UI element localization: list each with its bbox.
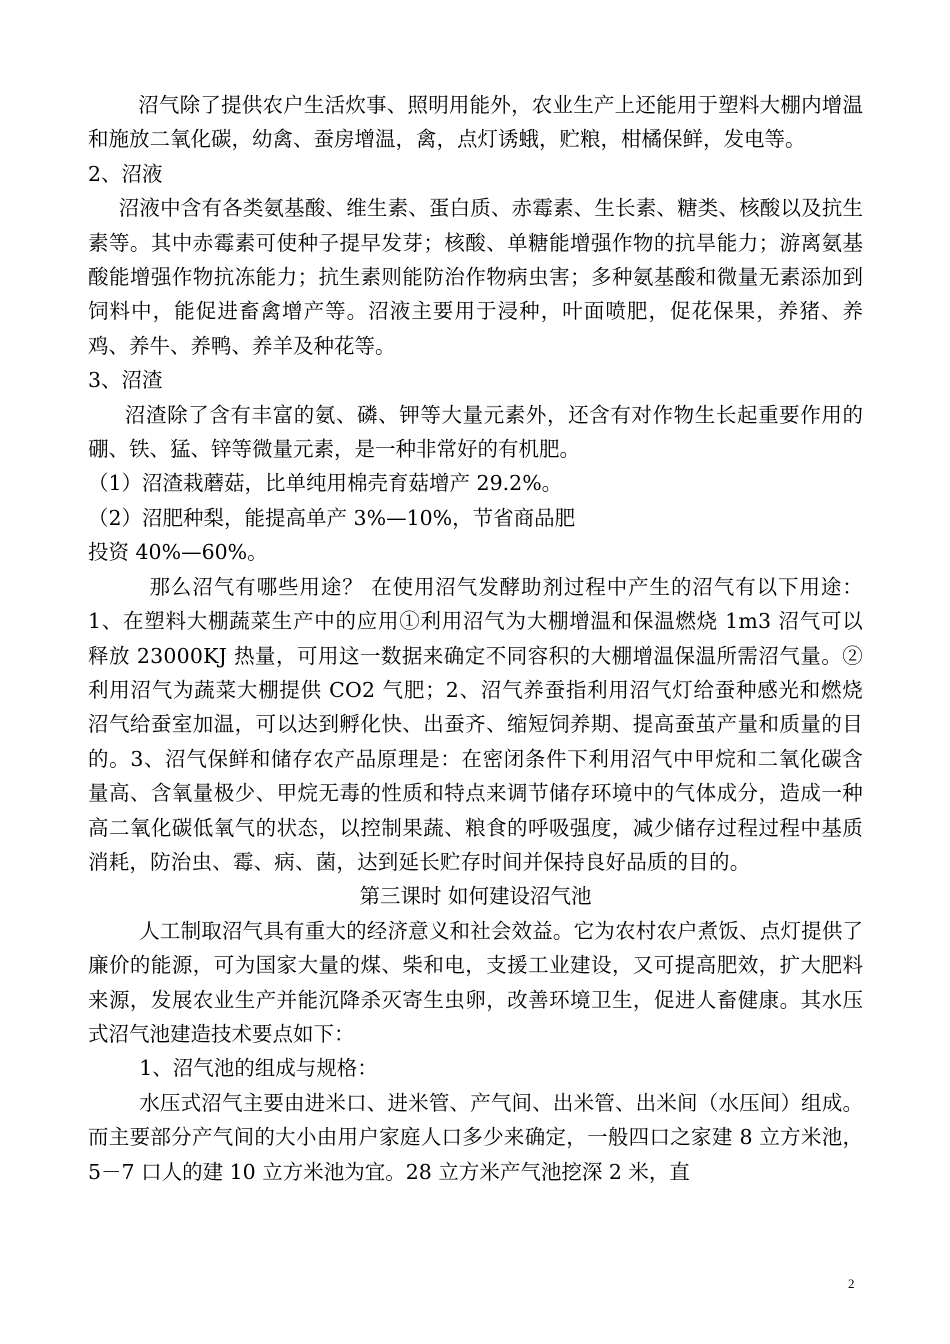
paragraph-biogas-uses: 沼气除了提供农户生活炊事、照明用能外，农业生产上还能用于塑料大棚内增温和施放二氧化碳，幼禽、蚕房增温，禽，点灯诱蛾，贮粮，柑橘保鲜，发电等。 bbox=[88, 93, 863, 152]
heading-biogas-slurry: 2、沼液 bbox=[88, 161, 163, 186]
paragraph-biogas-residue: 沼渣除了含有丰富的氨、磷、钾等大量元素外，还含有对作物生长起重要作用的硼、铁、猛、锌等微量元素，是一种非常好的有机肥。 bbox=[88, 402, 863, 462]
subheading-composition: 1、沼气池的组成与规格： bbox=[139, 1056, 378, 1081]
heading-biogas-residue: 3、沼渣 bbox=[88, 368, 163, 393]
body-text bbox=[88, 88, 863, 1189]
paragraph-applications: 那么沼气有哪些用途？ 在使用沼气发酵助剂过程中产生的沼气有以下用途：1、在塑料大棚蔬菜生产中的应用①利用沼气为大棚增温和保温燃烧 1m3 沼气可以释放 23000KJ 热量，可用这一数据来确定不同容积的大棚增温保温所需沼气量。②利用沼气为蔬菜大棚提供 CO2 气肥；2、沼气养蚕指利用沼气灯给蚕种感光和燃烧沼气给蚕室加温，可以达到孵化快、出蚕齐、缩短饲养期、提高蚕茧产量和质量的目的。3、沼气保鲜和储存农产品原理是：在密闭条件下利用沼气中甲烷和二氧化碳含量高、含氧量极少、甲烷无毒的性质和特点来调节储存环境中的气体成分，造成一种高二氧化碳低氧气的状态，以控制果蔬、粮食的呼吸强度，减少储存过程过程中基质消耗，防治虫、霉、病、菌，达到延长贮存时间并保持良好品质的目的。 bbox=[88, 574, 863, 874]
page-number: 2 bbox=[848, 1276, 855, 1291]
paragraph-artificial-biogas: 人工制取沼气具有重大的经济意义和社会效益。它为农村农户煮饭、点灯提供了廉价的能源，可为国家大量的煤、柴和电，支援工业建设，又可提高肥效，扩大肥料来源，发展农业生产并能沉降杀灭寄生虫卵，改善环境卫生，促进人畜健康。其水压式沼气池建造技术要点如下： bbox=[88, 918, 863, 1046]
paragraph-biogas-slurry: 沼液中含有各类氨基酸、维生素、蛋白质、赤霉素、生长素、糖类、核酸以及抗生素等。其中赤霉素可使种子提早发芽；核酸、单糖能增强作物的抗旱能力；游离氨基酸能增强作物抗冻能力；抗生素则能防治作物病虫害；多种氨基酸和微量无素添加到饲料中，能促进畜禽增产等。沼液主要用于浸种，叶面喷肥，促花保果，养猪、养鸡、养牛、养鸭、养羊及种花等。 bbox=[88, 196, 863, 358]
paragraph-composition: 水压式沼气主要由进米口、进米管、产气间、出米管、出米间（水压间）组成。而主要部分产气间的大小由用户家庭人口多少来确定，一般四口之家建 8 立方米池，5－7 口人的建 10 立方米池为宜。28 立方米产气池挖深 2 米，直 bbox=[88, 1090, 863, 1184]
list-item-pear-cont: 投资 40%—60%。 bbox=[88, 540, 268, 565]
list-item-mushroom: （1）沼渣栽蘑菇，比单纯用棉壳育菇增产 29.2%。 bbox=[88, 471, 563, 496]
list-item-pear: （2）沼肥种梨，能提高单产 3%—10%，节省商品肥 bbox=[88, 505, 576, 530]
section-title: 第三课时 如何建设沼气池 bbox=[359, 884, 592, 909]
